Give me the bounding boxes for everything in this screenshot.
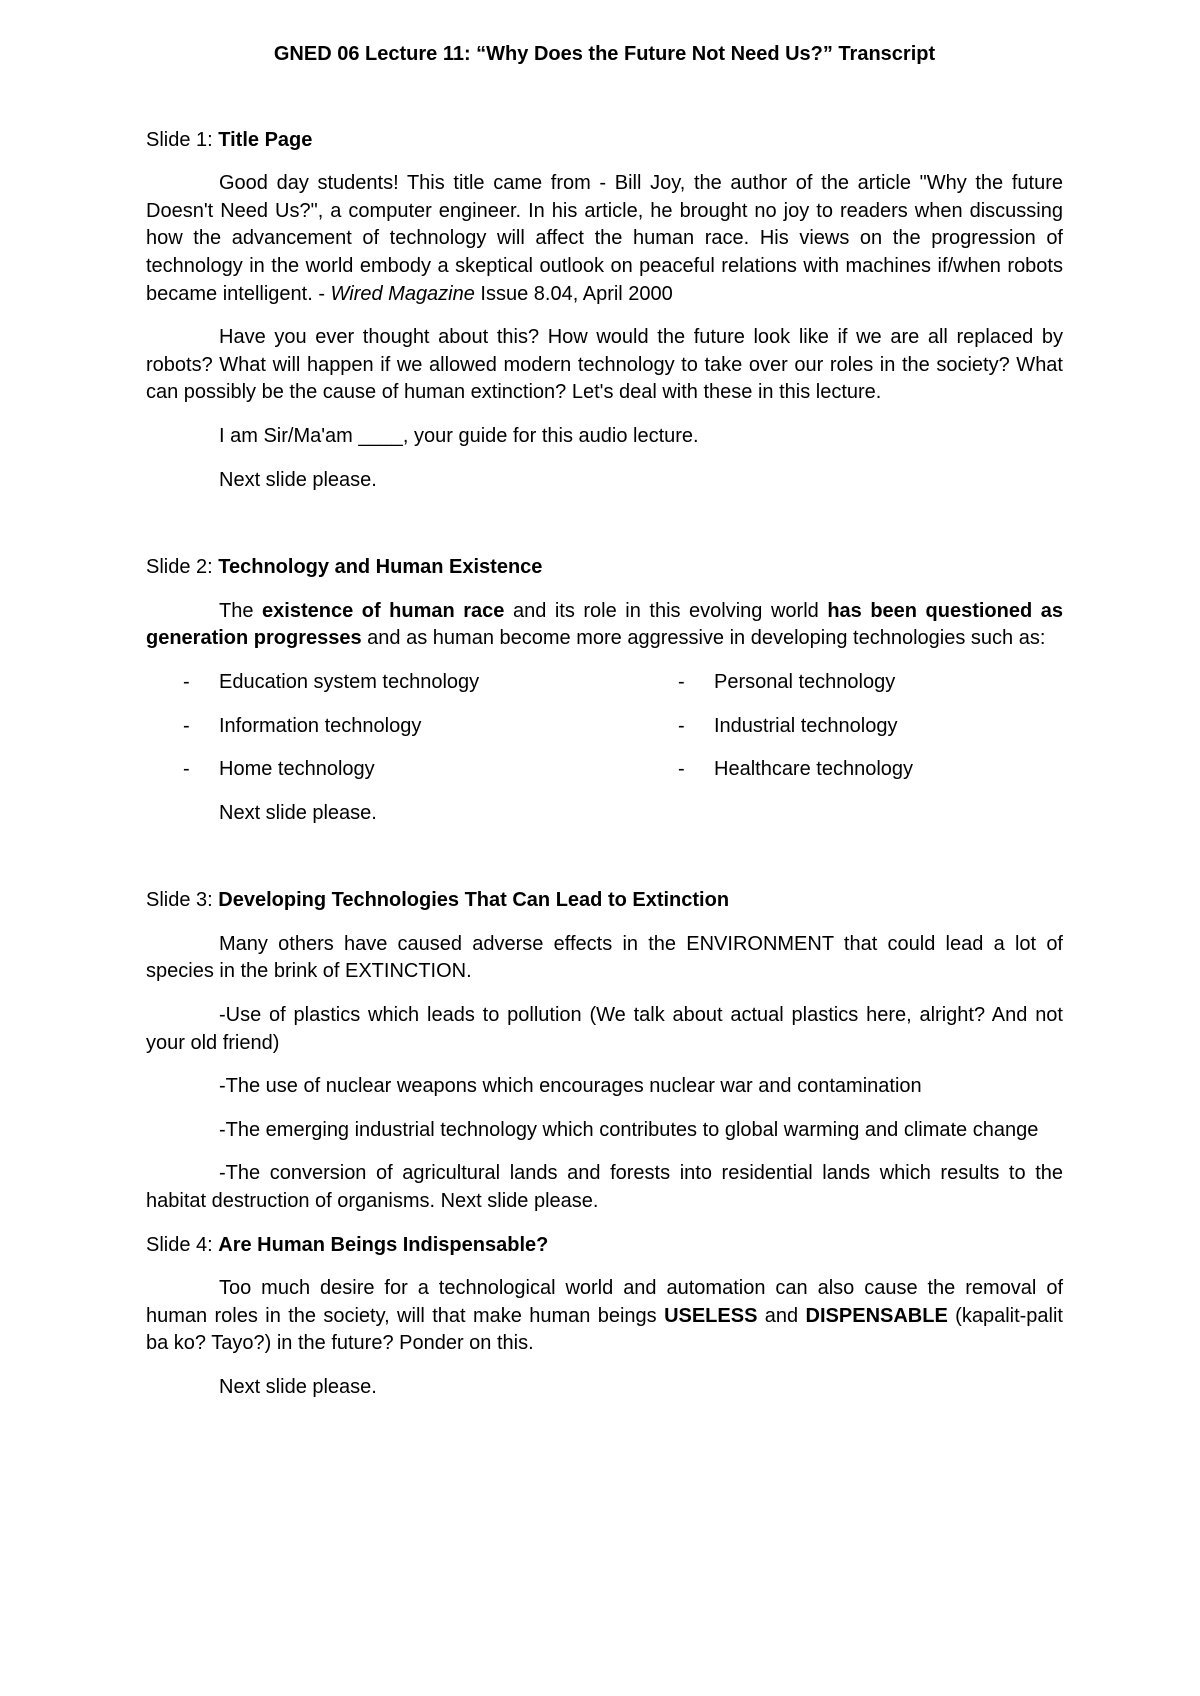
- list-item-label: Home technology: [219, 758, 375, 781]
- slide-4-p1-text-b: and: [757, 1304, 806, 1327]
- bullet-dash: -: [678, 758, 685, 781]
- slide-3-paragraph-3: -The use of nuclear weapons which encourages nuclear war and contamination: [219, 1075, 922, 1098]
- slide-1-section: [146, 127, 1063, 495]
- slide-4-next-slide: Next slide please.: [219, 1376, 377, 1398]
- slide-2-p1-text-c: and as human become more aggressive in developing technologies such as:: [361, 627, 1046, 650]
- list-item-label: Education system technology: [219, 670, 480, 693]
- slide-1-label: Slide 1:: [146, 128, 219, 151]
- slide-1-next-slide: Next slide please.: [219, 468, 377, 491]
- slide-3-label: Slide 3:: [146, 889, 219, 912]
- slide-3-section: [146, 887, 1063, 1215]
- slide-3-paragraph-1: Many others have caused adverse effects in the ENVIRONMENT that could lead a lot of species in the brink of EXTINCTION.: [146, 932, 1063, 983]
- slide-2-heading: [146, 554, 1063, 582]
- bullet-dash: -: [678, 670, 685, 693]
- slide-3-paragraph-4: -The emerging industrial technology which contributes to global warming and climate change: [219, 1118, 1039, 1141]
- slide-3-heading: [146, 887, 1063, 915]
- list-item: [146, 669, 641, 697]
- slide-1-paragraph-1: [146, 170, 1063, 308]
- list-item-label: Healthcare technology: [714, 758, 914, 781]
- list-item: [641, 713, 1063, 741]
- slide-2-label: Slide 2:: [146, 556, 219, 579]
- slide-2-title: Technology and Human Existence: [218, 556, 543, 579]
- slide-3-title: Developing Technologies That Can Lead to Extinction: [218, 889, 730, 912]
- bullet-dash: -: [183, 758, 190, 781]
- slide-3-paragraph-5: -The conversion of agricultural lands and forests into residential lands which results to the habitat destruction of organisms. Next slide please.: [146, 1162, 1063, 1213]
- slide-3-paragraph-2: -Use of plastics which leads to pollution (We talk about actual plastics here, alright? And not your old friend): [146, 1004, 1063, 1054]
- bullet-dash: -: [183, 714, 190, 737]
- section-spacer: [146, 494, 1063, 554]
- slide-4-p1-text-a: Too much desire for a technological world and automation can also cause the removal of human roles in the society, will that make human beings: [146, 1277, 1063, 1327]
- slide-4-title: Are Human Beings Indispensable?: [218, 1233, 549, 1256]
- slide-2-p1-bold-2: has been questioned as generation progresses: [146, 599, 1063, 650]
- list-item: [146, 756, 641, 784]
- slide-1-heading: [146, 127, 1063, 155]
- slide-1-paragraph-2: Have you ever thought about this? How would the future look like if we are all replaced by robots? What will happen if we allowed modern technology to take over our roles in the society? What can possibly be the cause of human extinction? Let's deal with these in this lecture.: [146, 326, 1063, 404]
- list-item: [641, 669, 1063, 697]
- bullet-dash: -: [183, 670, 190, 693]
- slide-4-section: [146, 1232, 1063, 1402]
- slide-1-title: Title Page: [218, 128, 313, 151]
- list-item-label: Information technology: [219, 714, 422, 737]
- slide-2-p1-bold-1: existence of human race: [262, 599, 505, 622]
- slide-2-p1-text-b: and its role in this evolving world: [504, 599, 828, 622]
- bullet-dash: -: [678, 714, 685, 737]
- slide-4-p1-bold-1: USELESS: [664, 1304, 758, 1327]
- list-item-label: Industrial technology: [714, 714, 898, 737]
- slide-1-p1-text-b: Issue 8.04, April 2000: [474, 282, 673, 305]
- slide-2-paragraph-1: [146, 598, 1063, 653]
- section-spacer: [146, 827, 1063, 887]
- technology-list: [146, 669, 1063, 784]
- list-item: [641, 756, 1063, 784]
- slide-2-section: [146, 554, 1063, 827]
- slide-1-p1-text-a: Good day students! This title came from - Bill Joy, the author of the article "Why the future Doesn't Need Us?", a computer engineer. In his article, he brought no joy to readers when discussing how the advancement of technology will affect the human race. His views on the progression of technology in the world embody a skeptical outlook on peaceful relations with machines if/when robots became intelligent. -: [146, 172, 1063, 305]
- slide-4-heading: [146, 1232, 1063, 1260]
- slide-1-p1-magazine: Wired Magazine: [330, 282, 475, 305]
- slide-2-next-slide: Next slide please.: [219, 801, 377, 824]
- slide-4-p1-text-c: (kapalit-palit ba ko? Tayo?) in the future? Ponder on this.: [146, 1304, 1063, 1355]
- slide-2-p1-text-a: The: [219, 599, 263, 622]
- slide-1-paragraph-3: I am Sir/Ma'am ____, your guide for this audio lecture.: [219, 424, 699, 447]
- document-title: GNED 06 Lecture 11: “Why Does the Future Not Need Us?” Transcript: [273, 43, 936, 65]
- list-item-label: Personal technology: [714, 670, 896, 693]
- slide-4-p1-bold-2: DISPENSABLE: [805, 1304, 948, 1327]
- slide-4-label: Slide 4:: [146, 1233, 219, 1256]
- section-spacer: [146, 1216, 1063, 1232]
- list-item: [146, 713, 641, 741]
- slide-4-paragraph-1: [146, 1275, 1063, 1358]
